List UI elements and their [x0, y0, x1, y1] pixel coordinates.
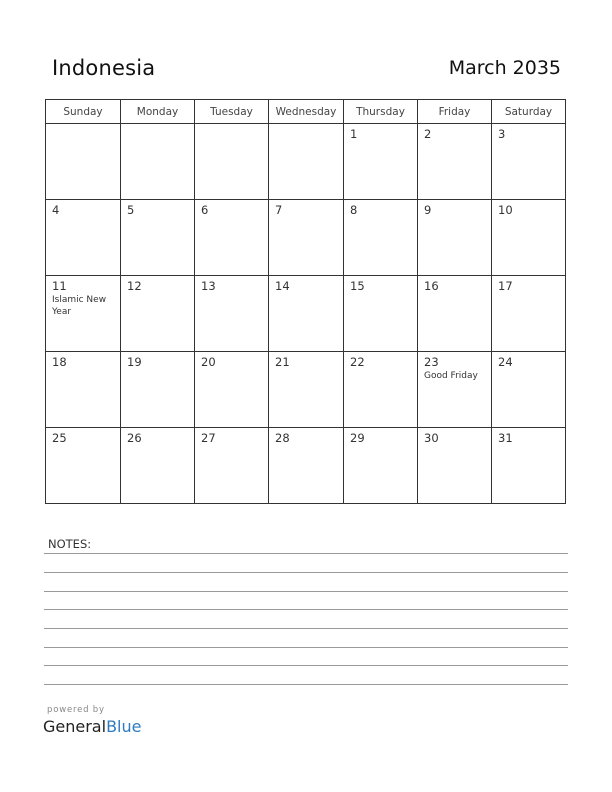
day-number: 20: [201, 355, 216, 369]
note-line: [44, 628, 568, 629]
day-number: 15: [350, 279, 365, 293]
weekday-tuesday: Tuesday: [195, 100, 269, 124]
note-line: [44, 665, 568, 666]
week-row-4: [46, 352, 566, 428]
day-cell: [492, 428, 566, 504]
day-number: 28: [275, 431, 290, 445]
calendar-grid: [45, 99, 566, 504]
day-cell-holiday: [46, 276, 121, 352]
week-row-2: [46, 200, 566, 276]
country-title: Indonesia: [52, 56, 156, 80]
powered-by-text: powered by: [47, 705, 105, 715]
day-cell: [344, 200, 418, 276]
weekday-saturday: Saturday: [492, 100, 566, 124]
day-cell-empty: [46, 124, 121, 200]
day-cell: [195, 200, 269, 276]
day-number: 19: [127, 355, 142, 369]
weekday-header-row: [46, 100, 566, 124]
day-cell: [418, 428, 492, 504]
day-number: 30: [424, 431, 439, 445]
holiday-label: Islamic New Year: [52, 295, 107, 317]
day-cell: [195, 428, 269, 504]
day-cell: [121, 428, 195, 504]
day-cell: [269, 428, 344, 504]
day-cell: [344, 276, 418, 352]
day-number: 6: [201, 203, 209, 217]
brand-blue: Blue: [106, 717, 142, 736]
weekday-monday: Monday: [121, 100, 195, 124]
day-number: 29: [350, 431, 365, 445]
day-cell: [418, 276, 492, 352]
day-number: 10: [498, 203, 513, 217]
weekday-sunday: Sunday: [46, 100, 121, 124]
day-cell: [269, 276, 344, 352]
day-number: 4: [52, 203, 60, 217]
day-cell-empty: [121, 124, 195, 200]
day-cell: [344, 352, 418, 428]
day-cell: [195, 276, 269, 352]
holiday-label: Good Friday: [424, 371, 478, 381]
day-cell: [46, 200, 121, 276]
brand-general: General: [43, 717, 107, 736]
note-line: [44, 609, 568, 610]
day-number: 26: [127, 431, 142, 445]
note-line: [44, 591, 568, 592]
day-number: 18: [52, 355, 67, 369]
week-row-1: [46, 124, 566, 200]
day-cell: [344, 428, 418, 504]
day-cell-empty: [195, 124, 269, 200]
note-line: [44, 647, 568, 648]
day-cell: [46, 428, 121, 504]
day-cell: [195, 352, 269, 428]
day-number: 13: [201, 279, 216, 293]
weekday-thursday: Thursday: [344, 100, 418, 124]
week-row-3: [46, 276, 566, 352]
day-cell: [121, 352, 195, 428]
note-line: [44, 684, 568, 685]
day-cell: [492, 124, 566, 200]
day-number: 24: [498, 355, 513, 369]
day-number: 8: [350, 203, 358, 217]
day-cell: [121, 200, 195, 276]
weekday-friday: Friday: [418, 100, 492, 124]
day-number: 21: [275, 355, 290, 369]
day-number: 31: [498, 431, 513, 445]
note-line: [44, 572, 568, 573]
generalblue-logo[interactable]: [43, 717, 141, 736]
day-cell-holiday: [418, 352, 492, 428]
day-number: 25: [52, 431, 67, 445]
day-cell: [492, 352, 566, 428]
day-cell-empty: [269, 124, 344, 200]
day-cell: [269, 200, 344, 276]
month-year-title: March 2035: [448, 57, 561, 79]
day-number: 27: [201, 431, 216, 445]
day-number: 17: [498, 279, 513, 293]
day-number: 22: [350, 355, 365, 369]
day-cell: [46, 352, 121, 428]
notes-label: NOTES:: [48, 537, 92, 551]
day-number: 9: [424, 203, 432, 217]
day-cell: [418, 124, 492, 200]
note-line: [44, 553, 568, 554]
day-cell: [121, 276, 195, 352]
day-cell: [269, 352, 344, 428]
day-number: 16: [424, 279, 439, 293]
day-number: 23: [424, 355, 439, 369]
day-cell: [344, 124, 418, 200]
day-cell: [492, 276, 566, 352]
week-row-5: [46, 428, 566, 504]
day-number: 3: [498, 127, 506, 141]
weekday-wednesday: Wednesday: [269, 100, 344, 124]
day-number: 12: [127, 279, 142, 293]
day-number: 1: [350, 127, 358, 141]
day-number: 7: [275, 203, 283, 217]
day-cell: [418, 200, 492, 276]
day-number: 14: [275, 279, 290, 293]
day-number: 11: [52, 279, 67, 293]
day-number: 5: [127, 203, 135, 217]
day-cell: [492, 200, 566, 276]
day-number: 2: [424, 127, 432, 141]
